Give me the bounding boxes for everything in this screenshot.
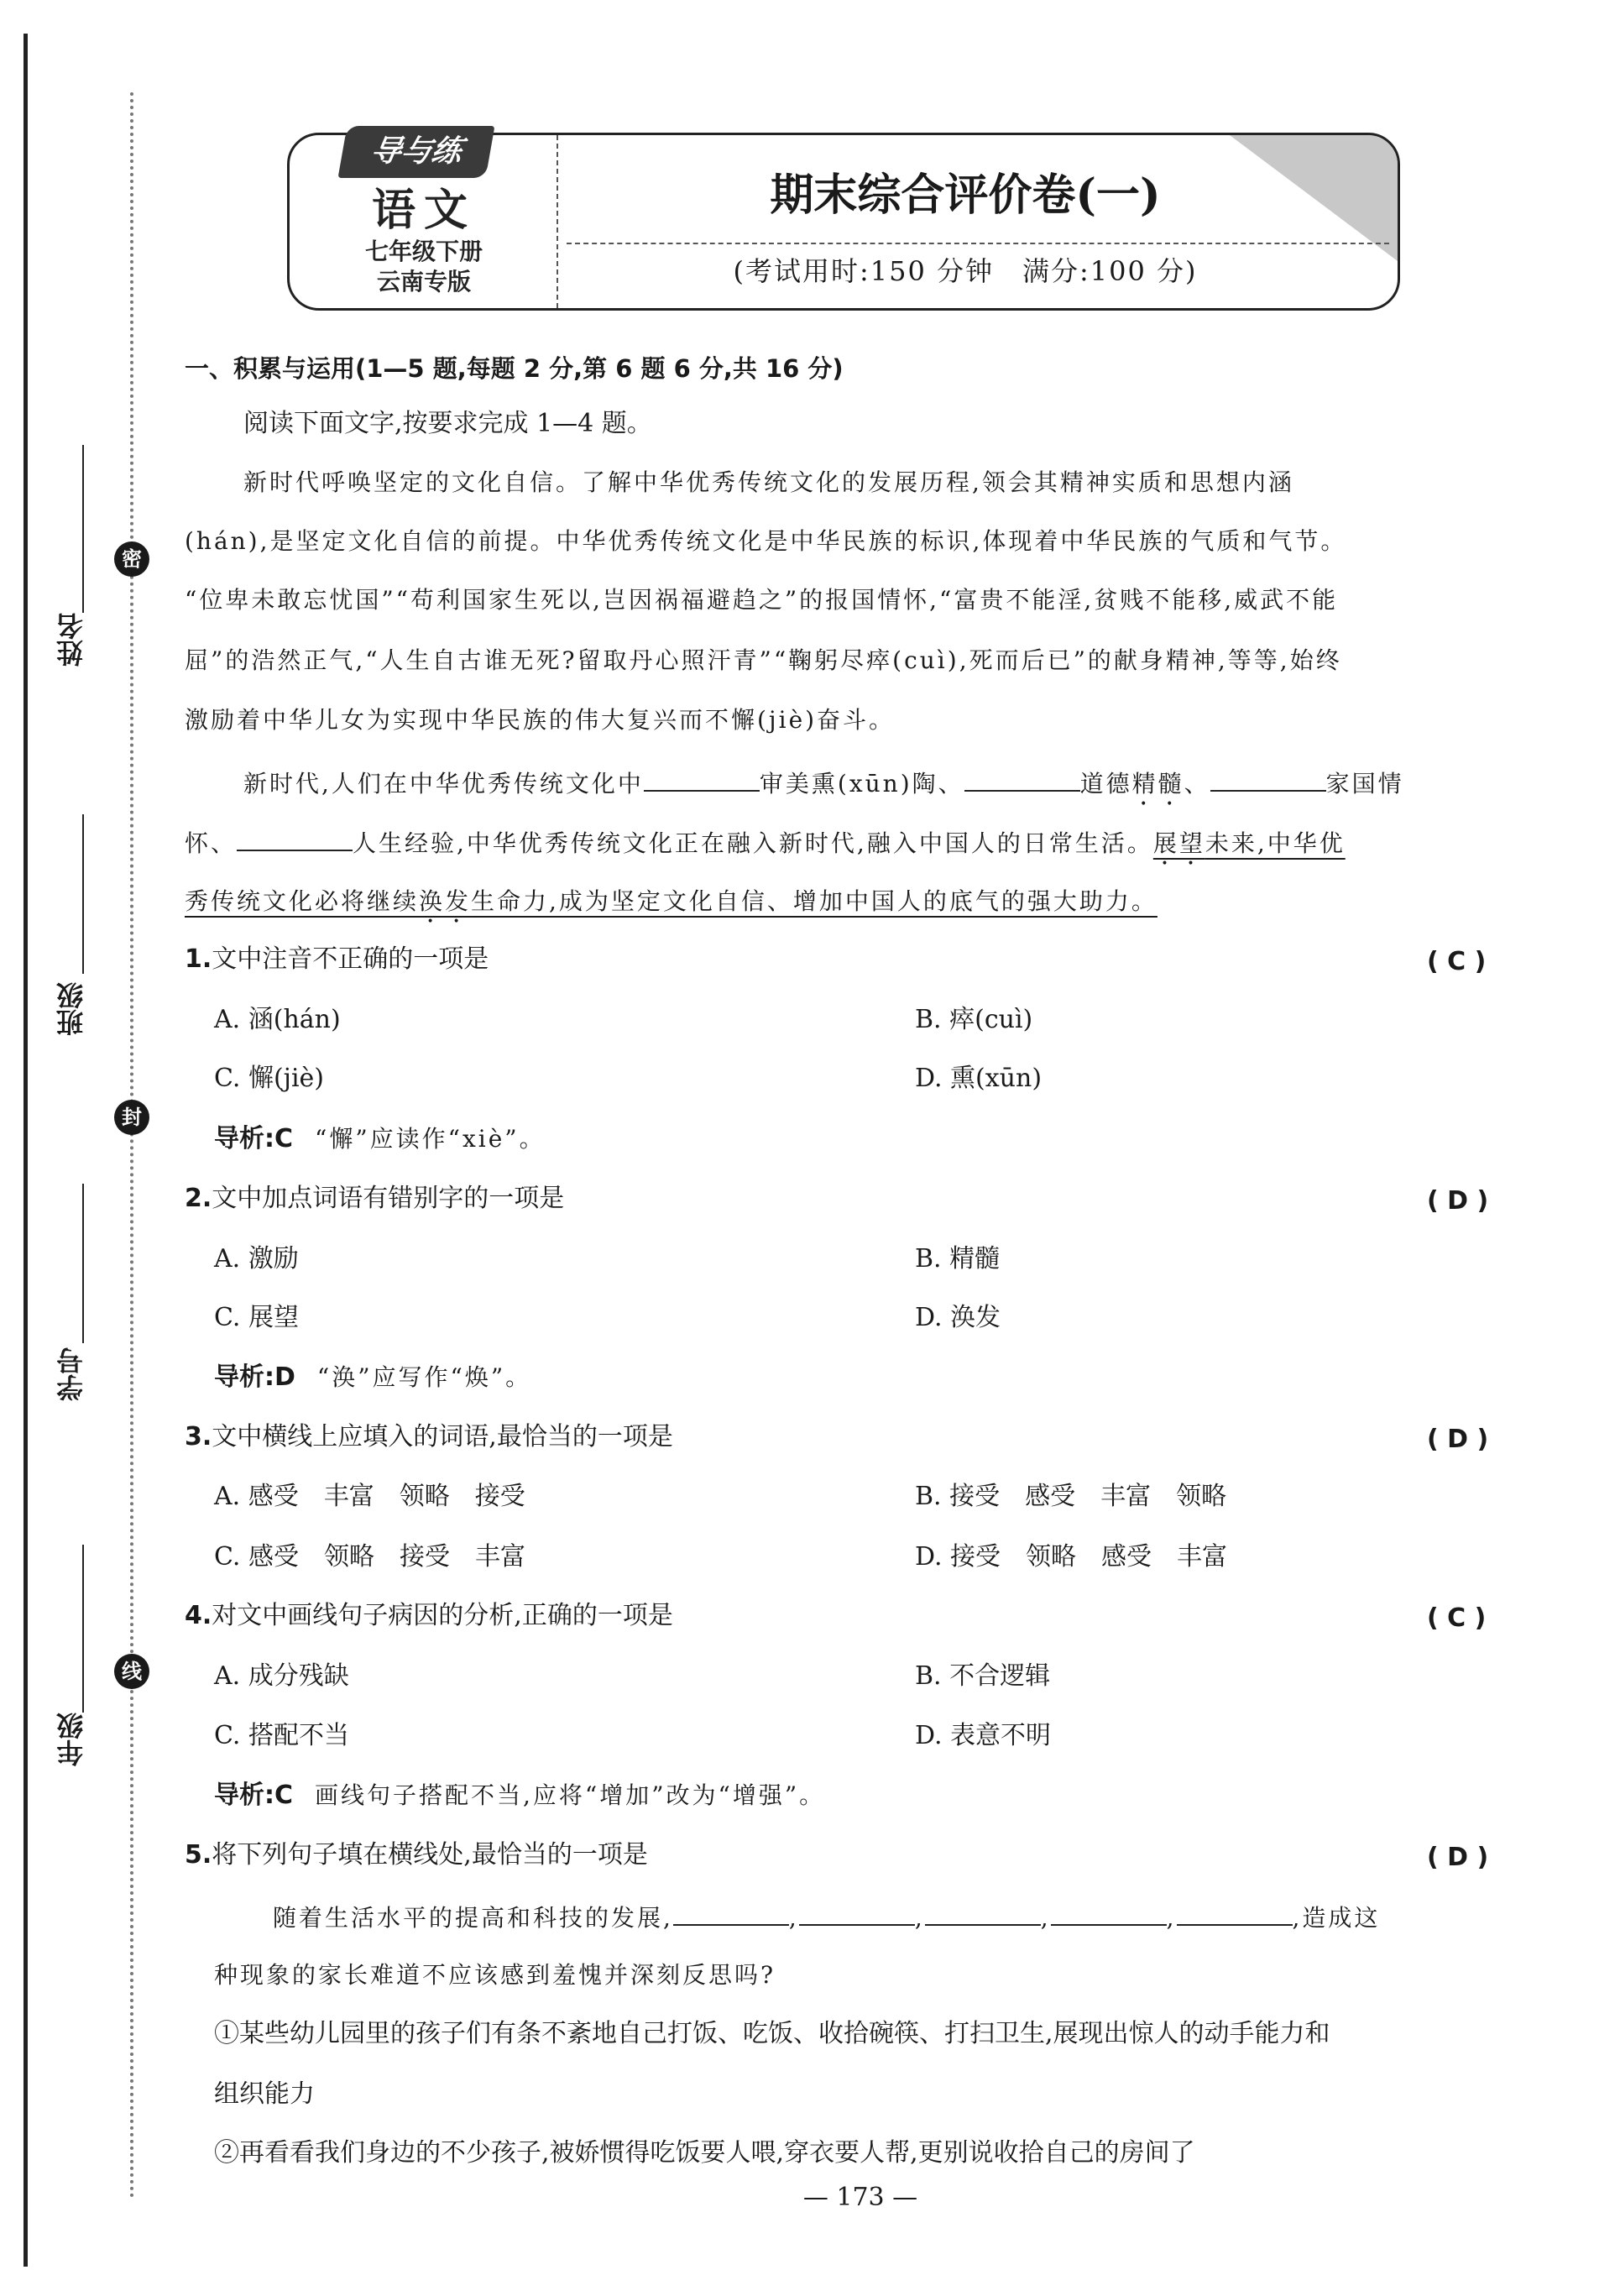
fill-blank[interactable] bbox=[964, 768, 1080, 792]
option-a[interactable]: A. 成分残缺 bbox=[214, 1661, 349, 1691]
name-field-line bbox=[82, 445, 84, 613]
question-stem: 文中横线上应填入的词语,最恰当的一项是 bbox=[212, 1422, 673, 1451]
q5-item-1-cont: 组织能力 bbox=[214, 2079, 315, 2109]
name-field-label: 姓名 bbox=[55, 613, 87, 667]
header-divider bbox=[557, 135, 558, 308]
passage-text: 审美熏(xūn)陶、 bbox=[759, 770, 964, 798]
analysis-4 bbox=[214, 1783, 825, 1808]
option-b[interactable]: B. 接受 感受 丰富 领略 bbox=[915, 1482, 1227, 1511]
option-a[interactable]: A. 感受 丰富 领略 接受 bbox=[214, 1482, 525, 1511]
question-3 bbox=[185, 1422, 673, 1451]
fill-blank[interactable] bbox=[1177, 1902, 1293, 1926]
class-field-line bbox=[82, 814, 84, 974]
analysis-2 bbox=[214, 1362, 532, 1392]
fill-blank[interactable] bbox=[925, 1902, 1041, 1926]
question-4 bbox=[185, 1603, 673, 1629]
analysis-1 bbox=[214, 1124, 546, 1153]
q5-intro-line1: 随着生活水平的提高和科技的发展, , , , , ,造成这 bbox=[273, 1904, 1381, 1932]
underlined-sentence: 秀传统文化必将继续 bbox=[185, 887, 420, 915]
passage-text: 人生经验,中华优秀传统文化正在融入新时代,融入中国人的日常生活。 bbox=[353, 829, 1153, 857]
edition-label: 云南专版 bbox=[376, 268, 471, 295]
seal-xian: 线 bbox=[114, 1654, 149, 1689]
answer-badge: ( D ) bbox=[1427, 1843, 1489, 1872]
question-stem: 文中注音不正确的一项是 bbox=[212, 944, 489, 974]
q5-intro-text: 随着生活水平的提高和科技的发展, bbox=[273, 1904, 673, 1932]
question-2 bbox=[185, 1186, 564, 1211]
question-1 bbox=[185, 944, 489, 974]
fill-blank[interactable] bbox=[1051, 1902, 1167, 1926]
question-number: 1. bbox=[185, 944, 212, 974]
option-c[interactable]: C. 展望 bbox=[214, 1303, 299, 1332]
student-id-field-label: 学号 bbox=[55, 1347, 87, 1401]
q5-item-1: ①某些幼儿园里的孩子们有条不紊地自己打饭、吃饭、收拾碗筷、打扫卫生,展现出惊人的动手能力和 bbox=[214, 2019, 1330, 2048]
passage2-line1 bbox=[243, 768, 1404, 811]
subject-block bbox=[319, 185, 529, 297]
binding-edge-line bbox=[24, 34, 28, 2267]
option-d[interactable]: D. 接受 领略 感受 丰富 bbox=[915, 1542, 1228, 1572]
passage-text: 新时代,人们在中华优秀传统文化中 bbox=[243, 770, 644, 798]
grade-label: 七年级下册 bbox=[364, 238, 483, 265]
question-number: 4. bbox=[185, 1601, 212, 1630]
option-d[interactable]: D. 涣发 bbox=[915, 1303, 1001, 1332]
passage-line: 激励着中华儿女为实现中华民族的伟大复兴而不懈(jiè)奋斗。 bbox=[185, 706, 896, 734]
fill-blank[interactable] bbox=[644, 768, 760, 792]
analysis-label: 导析:C bbox=[214, 1781, 294, 1810]
binding-dotted-line bbox=[130, 92, 133, 2199]
question-stem: 对文中画线句子病因的分析,正确的一项是 bbox=[212, 1601, 673, 1630]
fill-blank[interactable] bbox=[1210, 768, 1326, 792]
option-b[interactable]: B. 不合逻辑 bbox=[915, 1661, 1051, 1691]
header-rule bbox=[567, 243, 1389, 244]
seal-feng: 封 bbox=[114, 1100, 149, 1135]
underlined-sentence: 生命力,成为坚定文化自信、增加中国人的底气的强大助力。 bbox=[471, 887, 1158, 915]
page-title: 期末综合评价卷(一) bbox=[770, 170, 1161, 221]
passage-line: 屈”的浩然正气,“人生自古谁无死?留取丹心照汗青”“鞠躬尽瘁(cuì),死而后已”的献身精神,等等,始终 bbox=[185, 646, 1342, 674]
option-b[interactable]: B. 瘁(cuì) bbox=[915, 1005, 1033, 1034]
analysis-text: 画线句子搭配不当,应将“增加”改为“增强”。 bbox=[315, 1781, 826, 1809]
option-c[interactable]: C. 感受 领略 接受 丰富 bbox=[214, 1542, 525, 1572]
passage-text: 、 bbox=[1184, 770, 1210, 798]
grade-field-line bbox=[82, 1545, 84, 1713]
question-5 bbox=[185, 1840, 648, 1870]
question-number: 5. bbox=[185, 1840, 212, 1870]
analysis-text: “懈”应读作“xiè”。 bbox=[315, 1125, 546, 1153]
question-stem: 文中加点词语有错别字的一项是 bbox=[212, 1184, 565, 1213]
option-d[interactable]: D. 表意不明 bbox=[915, 1721, 1052, 1750]
passage-text: 家国情 bbox=[1325, 770, 1404, 798]
underlined-sentence: 未来,中华优 bbox=[1205, 829, 1346, 857]
passage-line: “位卑未敢忘忧国”“苟利国家生死以,岂因祸福避趋之”的报国情怀,“富贵不能淫,贫贱不能移,威武不能 bbox=[185, 586, 1339, 614]
question-number: 2. bbox=[185, 1184, 212, 1213]
page-number: — 173 — bbox=[802, 2183, 918, 2212]
question-number: 3. bbox=[185, 1422, 212, 1451]
passage-line: 新时代呼唤坚定的文化自信。了解中华优秀传统文化的发展历程,领会其精神实质和思想内涵 bbox=[243, 468, 1294, 496]
option-c[interactable]: C. 懈(jiè) bbox=[214, 1064, 325, 1093]
answer-badge: ( C ) bbox=[1427, 947, 1487, 976]
q5-item-2: ②再看看我们身边的不少孩子,被娇惯得吃饭要人喂,穿衣要人帮,更别说收拾自己的房间了 bbox=[214, 2138, 1195, 2168]
exam-info: (考试用时:150 分钟 满分:100 分) bbox=[733, 255, 1198, 287]
option-a[interactable]: A. 激励 bbox=[214, 1244, 299, 1274]
seal-mi: 密 bbox=[114, 541, 149, 577]
subject-title: 语文 bbox=[371, 186, 476, 236]
passage-text: 道德 bbox=[1079, 770, 1132, 798]
answer-badge: ( C ) bbox=[1427, 1603, 1487, 1633]
option-c[interactable]: C. 搭配不当 bbox=[214, 1721, 349, 1750]
dotted-word-zhanwang: 展望 bbox=[1152, 829, 1205, 857]
reading-instruction: 阅读下面文字,按要求完成 1—4 题。 bbox=[243, 409, 652, 438]
answer-badge: ( D ) bbox=[1427, 1425, 1489, 1454]
fill-blank[interactable] bbox=[799, 1902, 915, 1926]
fill-blank[interactable] bbox=[237, 828, 353, 851]
passage2-line2 bbox=[185, 828, 1346, 871]
student-id-field-line bbox=[82, 1184, 84, 1343]
answer-badge: ( D ) bbox=[1427, 1186, 1489, 1216]
brand-badge: 导与练 bbox=[338, 126, 495, 178]
section-heading: 一、积累与运用(1—5 题,每题 2 分,第 6 题 6 分,共 16 分) bbox=[185, 354, 844, 383]
q5-intro-text: ,造成这 bbox=[1292, 1904, 1381, 1932]
q5-intro-line2: 种现象的家长难道不应该感到羞愧并深刻反思吗? bbox=[214, 1961, 776, 1989]
option-a[interactable]: A. 涵(hán) bbox=[214, 1005, 341, 1034]
passage-line: (hán),是坚定文化自信的前提。中华优秀传统文化是中华民族的标识,体现着中华民族的气质和气节。 bbox=[185, 527, 1347, 555]
question-stem: 将下列句子填在横线处,最恰当的一项是 bbox=[212, 1840, 648, 1870]
dotted-word-huanfa: 涣发 bbox=[419, 887, 472, 915]
analysis-text: “涣”应写作“焕”。 bbox=[316, 1363, 532, 1391]
fill-blank[interactable] bbox=[673, 1902, 789, 1926]
grade-field-label: 年级 bbox=[55, 1713, 87, 1766]
class-field-label: 班级 bbox=[55, 982, 87, 1036]
passage-text: 怀、 bbox=[185, 829, 238, 857]
analysis-label: 导析:D bbox=[214, 1362, 295, 1392]
option-d[interactable]: D. 熏(xūn) bbox=[915, 1064, 1043, 1093]
analysis-label: 导析:C bbox=[214, 1124, 294, 1153]
option-b[interactable]: B. 精髓 bbox=[915, 1244, 1001, 1274]
passage2-line3 bbox=[185, 887, 1158, 928]
dotted-word-jingsui: 精髓 bbox=[1131, 770, 1184, 798]
